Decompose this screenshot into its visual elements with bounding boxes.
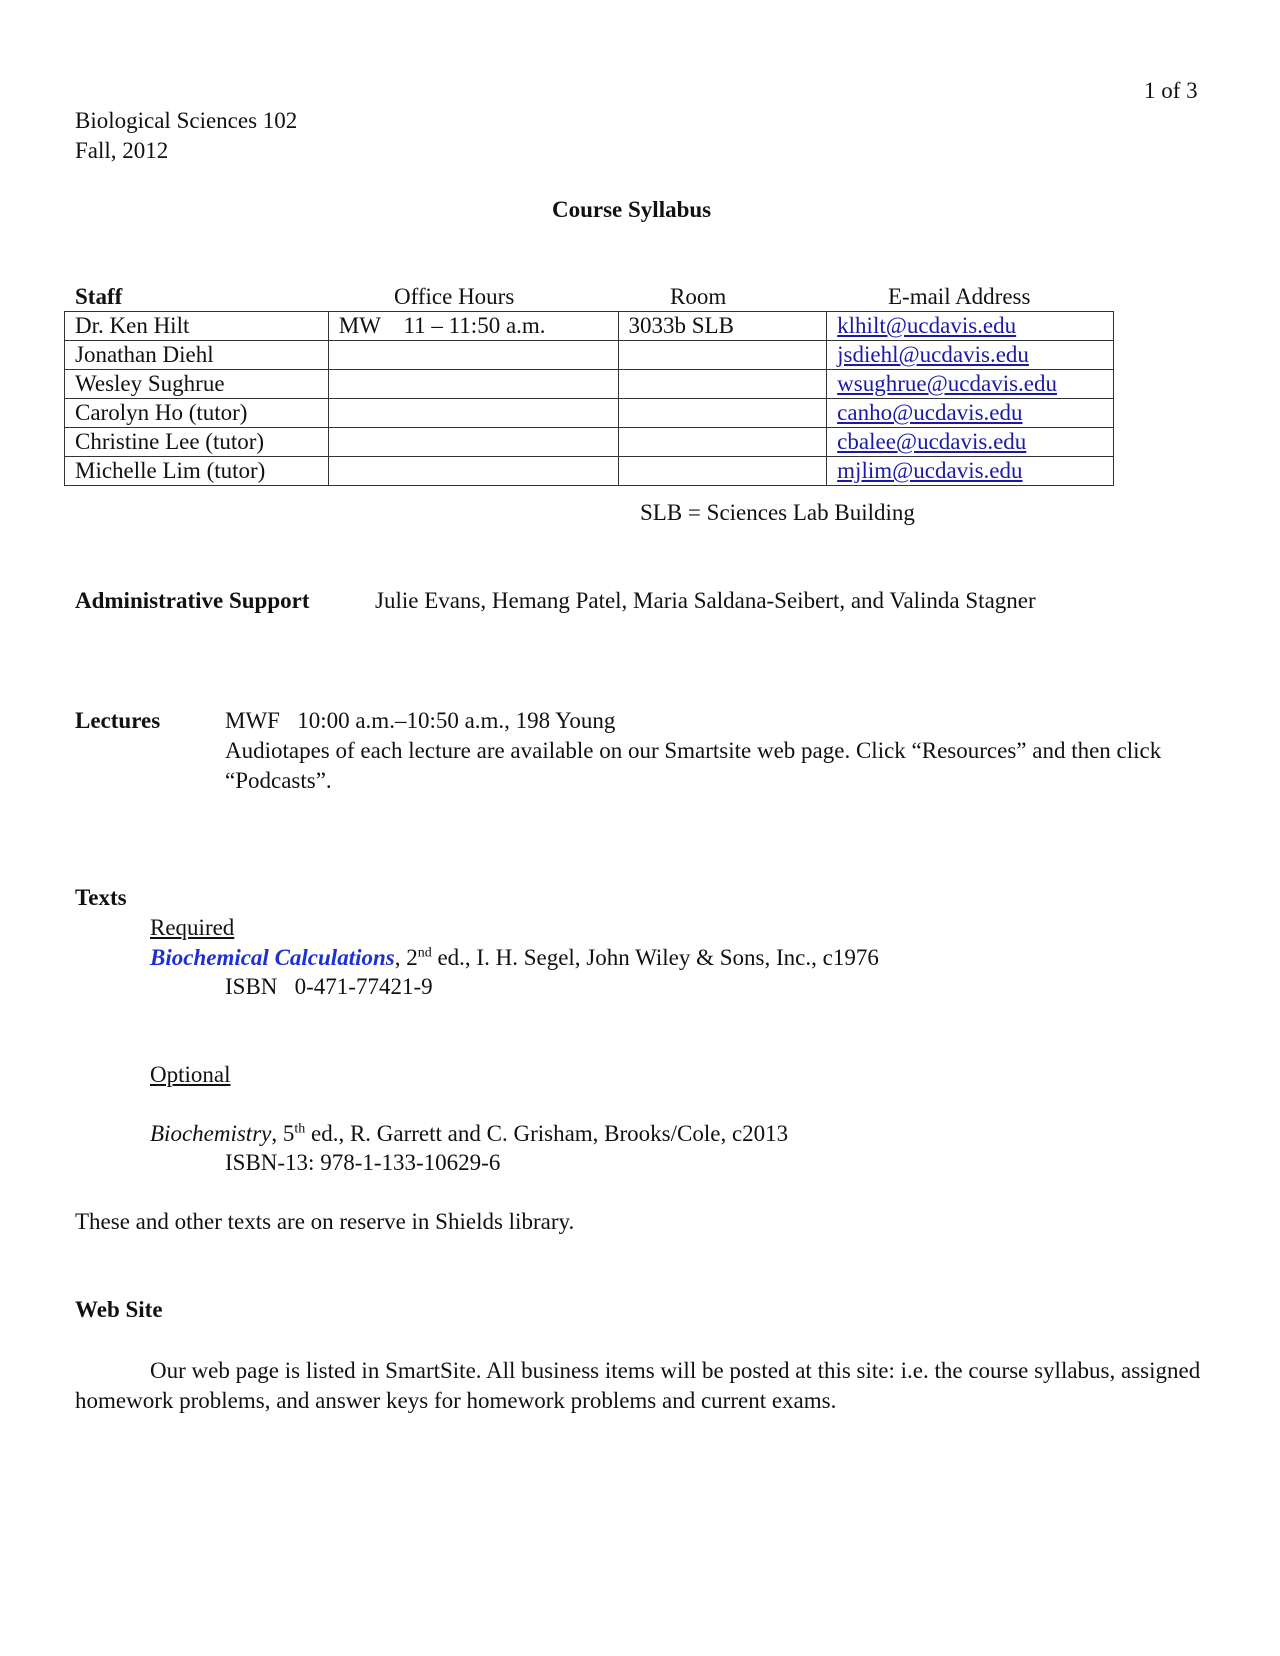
column-header-staff: Staff bbox=[75, 284, 123, 309]
email-link[interactable]: canho@ucdavis.edu bbox=[837, 400, 1023, 425]
table-row bbox=[65, 370, 1114, 399]
required-isbn: ISBN 0-471-77421-9 bbox=[225, 974, 433, 999]
staff-name: Jonathan Diehl bbox=[65, 341, 329, 370]
optional-text-title: Biochemistry bbox=[150, 1121, 272, 1146]
course-name: Biological Sciences 102 bbox=[75, 108, 298, 133]
office-hours: MW 11 – 11:50 a.m. bbox=[328, 312, 618, 341]
room bbox=[618, 341, 827, 370]
room bbox=[618, 370, 827, 399]
page-title: Course Syllabus bbox=[552, 197, 712, 222]
optional-edition-number: 5 bbox=[282, 1121, 295, 1146]
office-hours bbox=[328, 399, 618, 428]
course-term: Fall, 2012 bbox=[75, 138, 169, 163]
page-number: 1 of 3 bbox=[1144, 78, 1198, 103]
website-label: Web Site bbox=[75, 1297, 163, 1322]
column-header-office-hours: Office Hours bbox=[394, 284, 515, 309]
reserve-note: These and other texts are on reserve in Shields library. bbox=[75, 1209, 575, 1234]
admin-support-label: Administrative Support bbox=[75, 588, 310, 613]
table-row bbox=[65, 457, 1114, 486]
staff-name: Dr. Ken Hilt bbox=[65, 312, 329, 341]
office-hours bbox=[328, 428, 618, 457]
email-link[interactable]: mjlim@ucdavis.edu bbox=[837, 458, 1023, 483]
admin-support-names: Julie Evans, Hemang Patel, Maria Saldana-Seibert, and Valinda Stagner bbox=[375, 588, 1036, 613]
staff-name: Michelle Lim (tutor) bbox=[65, 457, 329, 486]
column-header-email: E-mail Address bbox=[888, 284, 1031, 309]
optional-isbn: ISBN-13: 978-1-133-10629-6 bbox=[225, 1150, 501, 1175]
staff-table bbox=[64, 311, 1114, 486]
email-cell bbox=[827, 399, 1114, 428]
staff-name: Wesley Sughrue bbox=[65, 370, 329, 399]
optional-label: Optional bbox=[150, 1062, 231, 1087]
office-hours bbox=[328, 370, 618, 399]
room bbox=[618, 457, 827, 486]
email-link[interactable]: wsughrue@ucdavis.edu bbox=[837, 371, 1057, 396]
column-header-room: Room bbox=[670, 284, 727, 309]
email-cell bbox=[827, 370, 1114, 399]
optional-edition-suffix: th bbox=[294, 1121, 306, 1137]
room: 3033b SLB bbox=[618, 312, 827, 341]
email-cell bbox=[827, 457, 1114, 486]
office-hours bbox=[328, 341, 618, 370]
required-edition-suffix: nd bbox=[417, 945, 432, 961]
table-row bbox=[65, 341, 1114, 370]
lecture-schedule: MWF 10:00 a.m.–10:50 a.m., 198 Young bbox=[225, 708, 616, 733]
citation-comma: , bbox=[394, 945, 407, 970]
texts-label: Texts bbox=[75, 885, 127, 910]
email-cell bbox=[827, 341, 1114, 370]
email-cell bbox=[827, 428, 1114, 457]
optional-text-citation bbox=[150, 1119, 788, 1149]
email-cell bbox=[827, 312, 1114, 341]
email-link[interactable]: klhilt@ucdavis.edu bbox=[837, 313, 1017, 338]
lectures-label: Lectures bbox=[75, 708, 161, 733]
room bbox=[618, 399, 827, 428]
required-text-citation bbox=[150, 943, 879, 973]
required-text-details: ed., I. H. Segel, John Wiley & Sons, Inc., c1976 bbox=[431, 945, 879, 970]
website-description: Our web page is listed in SmartSite. All business items will be posted at this site: i.e. the course syllabus, assigned homework problems, and answer keys for homework problems and current exams. bbox=[75, 1358, 1201, 1413]
staff-name: Carolyn Ho (tutor) bbox=[65, 399, 329, 428]
staff-name: Christine Lee (tutor) bbox=[65, 428, 329, 457]
email-link[interactable]: cbalee@ucdavis.edu bbox=[837, 429, 1027, 454]
required-label: Required bbox=[150, 915, 235, 940]
table-row bbox=[65, 399, 1114, 428]
required-text-title: Biochemical Calculations bbox=[150, 945, 395, 970]
room bbox=[618, 428, 827, 457]
optional-text-details: ed., R. Garrett and C. Grisham, Brooks/Cole, c2013 bbox=[305, 1121, 789, 1146]
building-note: SLB = Sciences Lab Building bbox=[640, 500, 915, 525]
email-link[interactable]: jsdiehl@ucdavis.edu bbox=[837, 342, 1029, 367]
table-row bbox=[65, 428, 1114, 457]
table-row bbox=[65, 312, 1114, 341]
office-hours bbox=[328, 457, 618, 486]
lecture-podcast-note: Audiotapes of each lecture are available on our Smartsite web page. Click “Resources” and then click “Podcasts”. bbox=[225, 738, 1162, 793]
citation-comma: , bbox=[271, 1121, 283, 1146]
required-edition-number: 2 bbox=[406, 945, 418, 970]
